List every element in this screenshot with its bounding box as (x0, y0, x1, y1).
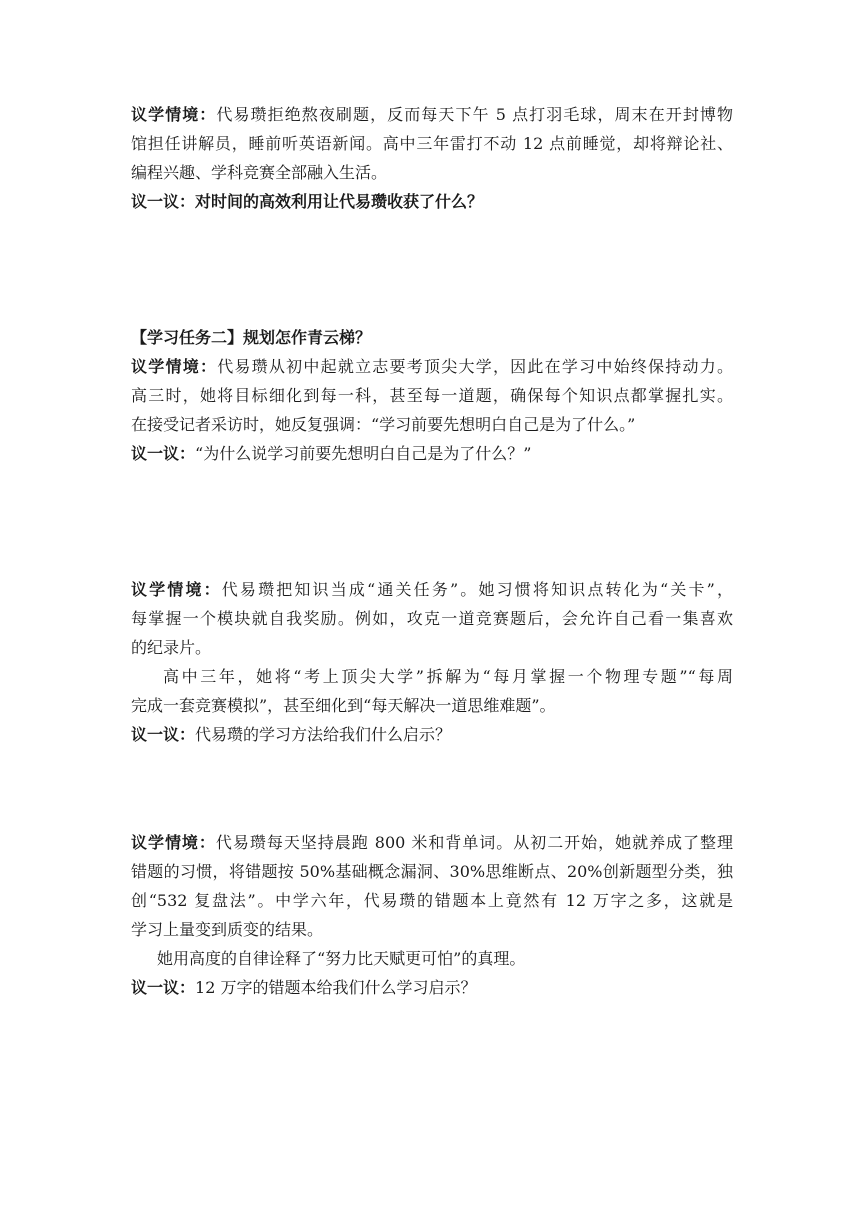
situation-line: 编程兴趣、学科竞赛全部融入生活。 (131, 163, 388, 182)
task-title: 【学习任务二】规划怎作青云梯？ (131, 328, 372, 347)
situation-line: 议学情境：代易瓒从初中起就立志要考顶尖大学，因此在学习中始终保持动力。 (131, 357, 733, 376)
question-label: 议一议： (131, 725, 196, 744)
situation-line: 议学情境：代易瓒拒绝熬夜刷题，反而每天下午 5 点打羽毛球，周末在开封博物 (131, 105, 733, 124)
situation-label: 议学情境： (131, 357, 218, 376)
question-text: “为什么说学习前要先想明白自己是为了什么？” (195, 444, 532, 463)
question-text: 代易瓒的学习方法给我们什么启示？ (195, 725, 452, 744)
paragraph-line: 高中三年，她将“考上顶尖大学”拆解为“每月掌握一个物理专题”“每周 (163, 667, 733, 686)
section-2 (131, 323, 733, 468)
question-text: 对时间的高效利用让代易瓒收获了什么？ (195, 192, 484, 211)
situation-line: 议学情境：代易瓒把知识当成“通关任务”。她习惯将知识点转化为“关卡”， (131, 580, 733, 599)
situation-line: 学习上量变到质变的结果。 (131, 920, 324, 939)
situation-line: 每掌握一个模块就自我奖励。例如，攻克一道竞赛题后，会允许自己看一集喜欢 (131, 609, 733, 628)
section-3 (131, 575, 733, 749)
situation-label: 议学情境： (131, 105, 217, 124)
question-label: 议一议： (131, 192, 196, 211)
section-1 (131, 100, 733, 216)
question-label: 议一议： (131, 978, 196, 997)
situation-line: 错题的习惯，将错题按 50%基础概念漏洞、30%思维断点、20%创新题型分类，独 (131, 862, 733, 881)
question-text: 12 万字的错题本给我们什么学习启示？ (195, 978, 477, 997)
question-label: 议一议： (131, 444, 196, 463)
situation-line: 高三时，她将目标细化到每一科，甚至每一道题，确保每个知识点都掌握扎实。 (131, 386, 733, 405)
situation-label: 议学情境： (131, 580, 222, 599)
situation-line: 在接受记者采访时，她反复强调：“学习前要先想明白自己是为了什么。” (131, 415, 636, 434)
question-line (131, 187, 733, 216)
question-line (131, 720, 733, 749)
question-line (131, 439, 733, 468)
situation-label: 议学情境： (131, 833, 216, 852)
paragraph-line: 完成一套竞赛模拟”，甚至细化到“每天解决一道思维难题”。 (131, 696, 556, 715)
situation-line: 创“532 复盘法”。中学六年，代易瓒的错题本上竟然有 12 万字之多，这就是 (131, 891, 733, 910)
section-4 (131, 828, 733, 1002)
paragraph-line: 她用高度的自律诠释了“努力比天赋更可怕”的真理。 (157, 949, 526, 968)
question-line (131, 973, 733, 1002)
situation-line: 的纪录片。 (131, 638, 212, 657)
situation-line: 馆担任讲解员，睡前听英语新闻。高中三年雷打不动 12 点前睡觉，却将辩论社、 (131, 134, 733, 153)
situation-line: 议学情境：代易瓒每天坚持晨跑 800 米和背单词。从初二开始，她就养成了整理 (131, 833, 733, 852)
